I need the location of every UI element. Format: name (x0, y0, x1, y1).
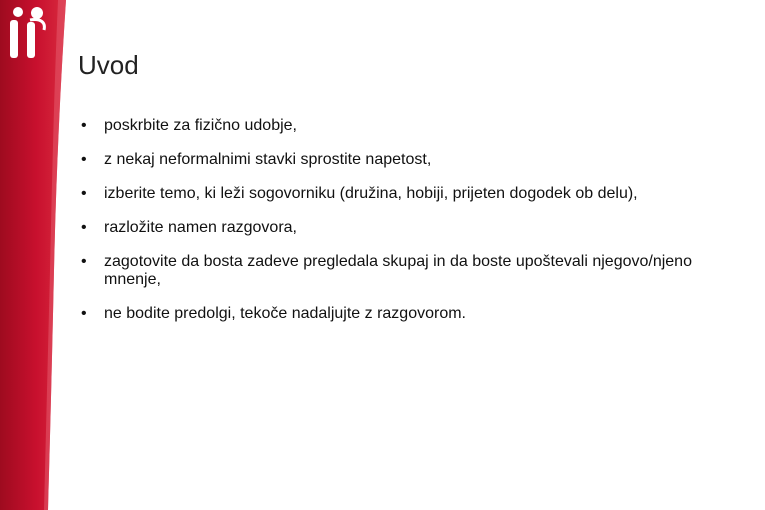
list-item (78, 219, 728, 237)
list-item (78, 117, 728, 135)
list-item-text: razložite namen razgovora, (104, 219, 297, 236)
bullet-icon: • (81, 117, 87, 134)
list-item-text: izberite temo, ki leži sogovorniku (družina, hobiji, prijeten dogodek ob delu), (104, 185, 638, 202)
list-item (78, 151, 728, 169)
list-item-text: zagotovite da bosta zadeve pregledala skupaj in da boste upoštevali njegovo/njeno mnenje, (104, 253, 692, 288)
list-item (78, 305, 728, 323)
slide-title: Uvod (78, 50, 139, 80)
list-item-text: z nekaj neformalnimi stavki sprostite napetost, (104, 151, 432, 168)
bullet-icon: • (81, 253, 87, 270)
bullet-icon: • (81, 219, 87, 236)
bullet-icon: • (81, 185, 87, 202)
list-item-text: poskrbite za fizično udobje, (104, 117, 297, 134)
list-item-text: ne bodite predolgi, tekoče nadaljujte z razgovorom. (104, 305, 466, 322)
bullet-icon: • (81, 305, 87, 322)
red-side-band (0, 0, 80, 510)
bullet-list (78, 117, 728, 339)
bullet-icon: • (81, 151, 87, 168)
list-item (78, 185, 728, 203)
logo-icon (0, 0, 60, 70)
list-item (78, 253, 728, 289)
